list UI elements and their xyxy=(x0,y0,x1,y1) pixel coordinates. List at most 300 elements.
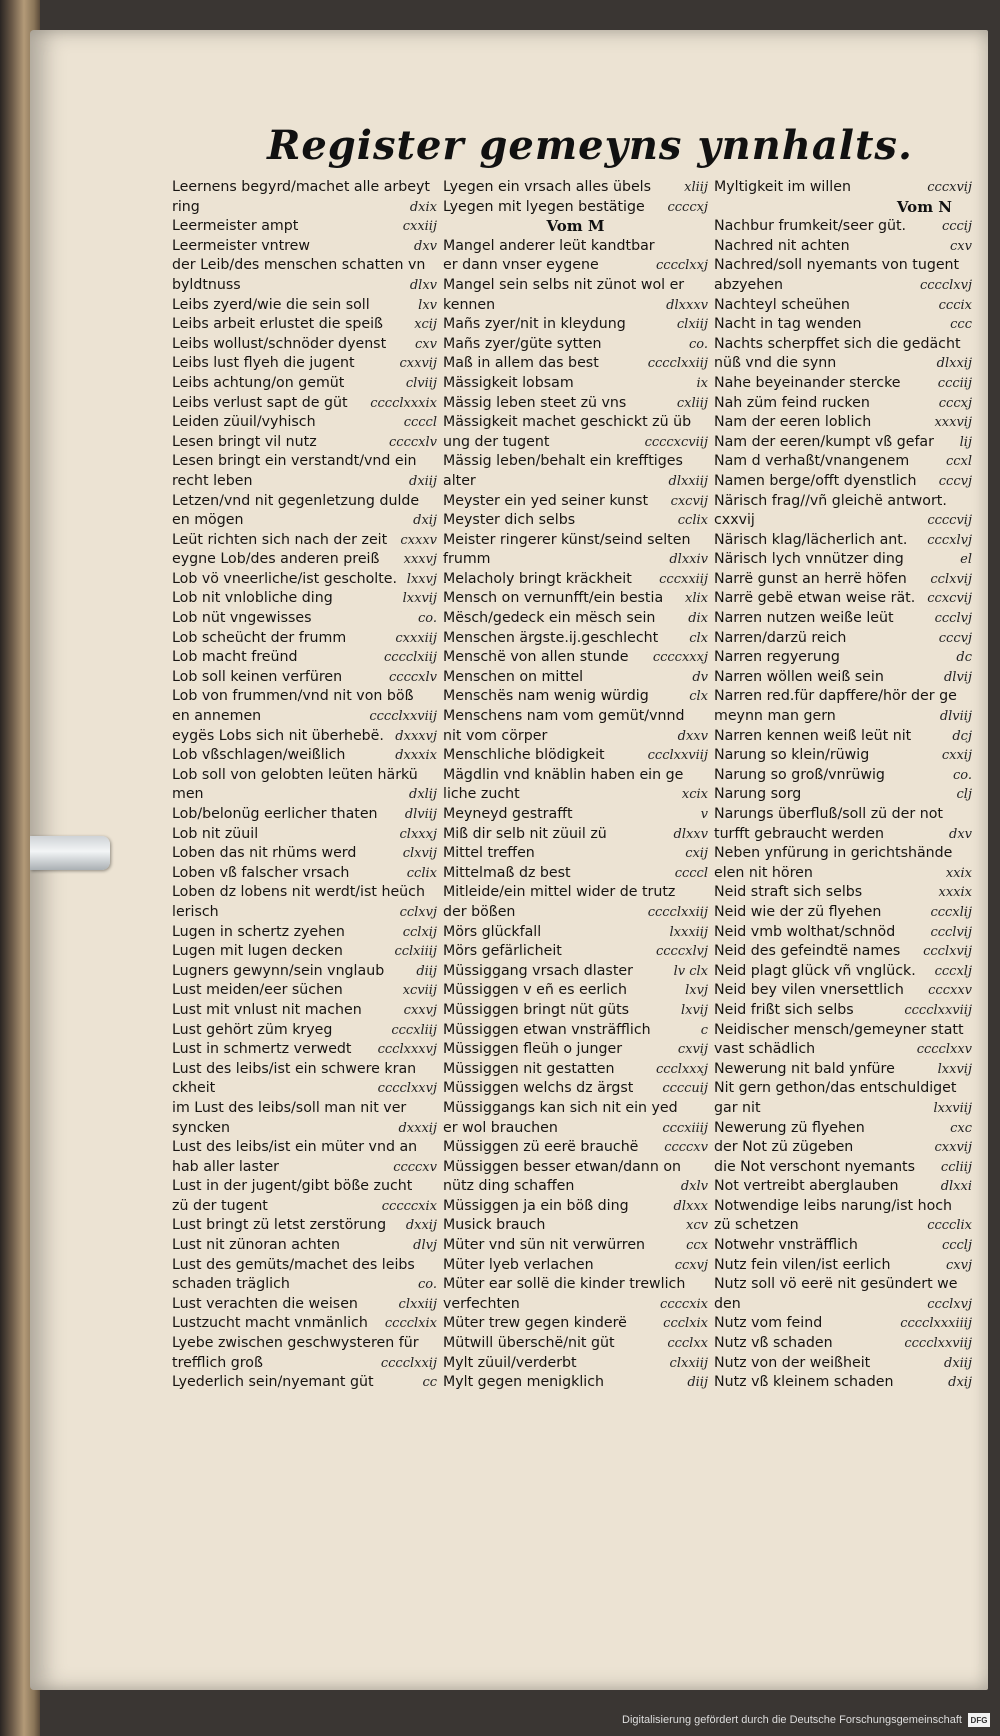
entry-term: Leermeister ampt xyxy=(172,218,299,235)
index-entry xyxy=(172,1177,437,1197)
entry-page-ref: cccclxvj xyxy=(920,277,972,293)
entry-term: Lob soll keinen verfüren xyxy=(172,668,343,685)
entry-term: Neid frißt sich selbs xyxy=(714,1001,854,1018)
index-entry xyxy=(714,472,972,492)
entry-term: Lustzucht macht vnmänlich xyxy=(172,1315,368,1332)
entry-page-ref: cccclxix xyxy=(384,1316,437,1332)
index-entry xyxy=(443,472,708,492)
entry-term: Meyster dich selbs xyxy=(443,512,576,529)
entry-term: Müssiggen welchs dz ärgst xyxy=(443,1080,634,1097)
index-entry xyxy=(443,942,708,962)
index-entry xyxy=(172,981,437,1001)
entry-term: Narung so klein/rüwig xyxy=(714,747,870,764)
entry-term: Narren wöllen weiß sein xyxy=(714,668,884,685)
entry-term: Lust gehört züm kryeg xyxy=(172,1021,333,1038)
entry-page-ref: dlxxiij xyxy=(668,473,708,489)
entry-term: men xyxy=(172,786,204,803)
entry-page-ref: cccxlvj xyxy=(927,532,972,548)
entry-term: Neid wie der zü flyehen xyxy=(714,903,882,920)
entry-page-ref: clxvij xyxy=(402,846,437,862)
entry-page-ref: cccxxiij xyxy=(659,571,708,587)
index-entry xyxy=(714,354,972,374)
entry-page-ref: co. xyxy=(952,767,972,783)
entry-term: Nutz fein vilen/ist eerlich xyxy=(714,1256,891,1273)
index-entry xyxy=(714,237,972,257)
entry-page-ref: cccclxxviij xyxy=(904,1002,972,1018)
entry-term: Leibs lust flyeh die jugent xyxy=(172,355,355,372)
register-columns xyxy=(172,178,972,1658)
entry-page-ref: cxxvij xyxy=(399,356,437,372)
entry-page-ref: ccccuij xyxy=(662,1081,708,1097)
entry-term: Mylt gegen menigklich xyxy=(443,1374,605,1391)
index-entry xyxy=(172,198,437,218)
index-entry xyxy=(443,1314,708,1334)
entry-page-ref: ccccxv xyxy=(664,1140,708,1156)
index-entry xyxy=(172,1040,437,1060)
index-entry xyxy=(714,727,972,747)
index-entry xyxy=(443,687,708,707)
entry-term: Loben dz lobens nit werdt/ist heüch xyxy=(172,884,425,901)
index-entry xyxy=(172,825,437,845)
index-entry xyxy=(714,629,972,649)
entry-term: ckheit xyxy=(172,1080,216,1097)
index-entry xyxy=(443,923,708,943)
index-entry xyxy=(172,276,437,296)
entry-page-ref: ccxcvij xyxy=(927,591,972,607)
index-entry xyxy=(443,413,708,433)
entry-page-ref: lxxviij xyxy=(933,1100,972,1116)
entry-term: Leibs achtung/on gemüt xyxy=(172,374,345,391)
index-entry xyxy=(714,1177,972,1197)
entry-term: Müssiggen bringt nüt güts xyxy=(443,1001,630,1018)
index-entry xyxy=(172,727,437,747)
index-entry xyxy=(172,237,437,257)
index-entry xyxy=(714,766,972,786)
entry-page-ref: dxlij xyxy=(409,787,437,803)
entry-term: Narren kennen weiß leüt nit xyxy=(714,727,912,744)
entry-term: Lesen bringt vil nutz xyxy=(172,433,317,450)
entry-term: Müssiggangs kan sich nit ein yed xyxy=(443,1099,678,1116)
index-entry xyxy=(443,844,708,864)
entry-term: Mangel sein selbs nit zünot wol er xyxy=(443,276,685,293)
entry-page-ref: ccccxlv xyxy=(389,434,437,450)
entry-term: vast schädlich xyxy=(714,1041,816,1058)
index-entry xyxy=(172,942,437,962)
entry-page-ref: cxvj xyxy=(946,1257,972,1273)
index-entry xyxy=(714,707,972,727)
index-column-right xyxy=(714,178,972,1658)
index-entry xyxy=(714,923,972,943)
entry-page-ref: dxij xyxy=(948,1375,972,1391)
entry-page-ref: ccclxvj xyxy=(927,1296,972,1312)
entry-term: Lob nit vnlobliche ding xyxy=(172,590,333,607)
entry-page-ref: c xyxy=(700,1022,708,1038)
entry-term: Mensch on vernunfft/ein bestia xyxy=(443,590,664,607)
index-entry xyxy=(443,1334,708,1354)
index-entry xyxy=(714,276,972,296)
index-entry xyxy=(172,903,437,923)
entry-page-ref: ccclvij xyxy=(930,924,972,940)
entry-page-ref: cxcvij xyxy=(670,493,708,509)
entry-term: Maß in allem das best xyxy=(443,355,599,372)
entry-page-ref: lxxvij xyxy=(937,1061,972,1077)
entry-term: Leernens begyrd/machet alle arbeyt xyxy=(172,179,430,195)
entry-page-ref: lxxvij xyxy=(402,591,437,607)
index-entry xyxy=(172,550,437,570)
entry-term: Lust in der jugent/gibt böße zucht xyxy=(172,1178,413,1195)
entry-term: Mütwill überschë/nit güt xyxy=(443,1335,615,1352)
index-entry xyxy=(443,1275,708,1295)
entry-term: Mässigkeit lobsam xyxy=(443,374,574,391)
entry-term: Leiden züuil/vyhisch xyxy=(172,414,316,431)
section-heading: Vom N xyxy=(896,197,952,216)
index-entry xyxy=(714,883,972,903)
entry-page-ref: dlxxi xyxy=(940,1179,972,1195)
entry-page-ref: xcv xyxy=(686,1218,708,1234)
entry-page-ref: dxv xyxy=(949,826,972,842)
entry-term: den xyxy=(714,1295,741,1312)
entry-page-ref: ccclxvij xyxy=(923,944,972,960)
entry-page-ref: co. xyxy=(688,336,708,352)
entry-page-ref: cccxxv xyxy=(928,983,972,999)
index-entry xyxy=(443,531,708,551)
entry-term: Meister ringerer künst/seind selten xyxy=(443,531,691,548)
entry-page-ref: cxxvij xyxy=(934,1140,972,1156)
entry-term: Lesen bringt ein verstandt/vnd ein xyxy=(172,453,417,470)
index-entry xyxy=(714,1040,972,1060)
index-entry xyxy=(443,374,708,394)
entry-term: Nutz soll vö eerë nit gesündert we xyxy=(714,1276,958,1293)
entry-term: Narungs überfluß/soll zü der not xyxy=(714,806,943,822)
entry-term: Menschliche blödigkeit xyxy=(443,747,605,764)
entry-page-ref: dlvij xyxy=(943,669,972,685)
index-entry xyxy=(714,1236,972,1256)
index-entry xyxy=(443,296,708,316)
entry-term: Lugen mit lugen decken xyxy=(172,943,343,960)
book-page xyxy=(30,30,988,1690)
index-entry xyxy=(443,981,708,1001)
index-entry xyxy=(714,1001,972,1021)
entry-term: Lust des leibs/ist ein schwere kran xyxy=(172,1060,417,1077)
entry-page-ref: cccclxxv xyxy=(916,1042,972,1058)
entry-term: Müter lyeb verlachen xyxy=(443,1256,594,1273)
entry-page-ref: xxxix xyxy=(938,885,972,901)
entry-term: Narren/darzü reich xyxy=(714,629,847,646)
entry-term: Mangel anderer leüt kandtbar xyxy=(443,237,655,254)
entry-term: Notwehr vnsträfflich xyxy=(714,1237,858,1254)
entry-term: Namen berge/offt dyenstlich xyxy=(714,472,917,489)
index-entry xyxy=(443,394,708,414)
entry-page-ref: dxxxix xyxy=(395,748,437,764)
entry-term: Nacht in tag wenden xyxy=(714,316,862,333)
entry-page-ref: clx xyxy=(689,630,708,646)
entry-term: Lob nüt vngewisses xyxy=(172,610,312,627)
entry-page-ref: ccccvij xyxy=(927,513,972,529)
entry-term: Menschens nam vom gemüt/vnnd xyxy=(443,708,685,725)
index-entry xyxy=(443,727,708,747)
entry-term: Menschen on mittel xyxy=(443,668,584,685)
entry-page-ref: cxxxv xyxy=(400,532,437,548)
index-entry xyxy=(443,805,708,825)
entry-term: die Not verschont nyemants xyxy=(714,1158,916,1175)
index-entry xyxy=(443,1119,708,1139)
index-entry xyxy=(714,1354,972,1374)
index-entry xyxy=(714,1021,972,1041)
entry-page-ref: cccxlj xyxy=(934,963,972,979)
index-entry xyxy=(172,413,437,433)
entry-term: Lob von frummen/vnd nit von böß xyxy=(172,688,414,705)
entry-term: abzyehen xyxy=(714,276,783,293)
entry-term: turfft gebraucht werden xyxy=(714,825,885,842)
index-entry xyxy=(172,1001,437,1021)
index-entry xyxy=(714,864,972,884)
entry-term: Mittelmaß dz best xyxy=(443,864,571,881)
entry-page-ref: el xyxy=(960,552,972,568)
index-entry xyxy=(172,805,437,825)
index-entry xyxy=(443,1001,708,1021)
entry-term: Melacholy bringt kräckheit xyxy=(443,570,632,587)
entry-page-ref: ccccxix xyxy=(660,1296,708,1312)
entry-term: eygne Lob/des anderen preiß xyxy=(172,551,380,568)
index-entry xyxy=(172,394,437,414)
entry-term: Mësch/gedeck ein mësch sein xyxy=(443,610,656,627)
index-entry xyxy=(172,648,437,668)
entry-term: Nam d verhaßt/vnangenem xyxy=(714,453,910,470)
index-entry xyxy=(714,1197,972,1217)
index-entry xyxy=(443,648,708,668)
entry-page-ref: cc xyxy=(422,1375,437,1391)
entry-term: Mittel treffen xyxy=(443,845,535,862)
index-entry xyxy=(172,766,437,786)
index-entry xyxy=(714,550,972,570)
entry-page-ref: ccccl xyxy=(674,865,708,881)
index-entry xyxy=(443,237,708,257)
entry-page-ref: lxv xyxy=(418,297,437,313)
index-entry xyxy=(443,629,708,649)
index-entry xyxy=(443,1256,708,1276)
entry-page-ref: lxvj xyxy=(685,983,708,999)
index-entry xyxy=(443,825,708,845)
index-entry xyxy=(714,981,972,1001)
entry-term: cxxvij xyxy=(714,512,755,529)
index-entry xyxy=(714,1138,972,1158)
entry-term: frumm xyxy=(443,551,491,568)
entry-term: Lust des gemüts/machet des leibs xyxy=(172,1256,415,1273)
entry-page-ref: cccij xyxy=(941,219,972,235)
entry-term: recht leben xyxy=(172,472,253,489)
entry-page-ref: ccliij xyxy=(940,1159,972,1175)
entry-term: Lust bringt zü letst zerstörung xyxy=(172,1217,387,1234)
index-entry xyxy=(172,511,437,531)
index-entry xyxy=(443,707,708,727)
entry-page-ref: diij xyxy=(416,963,437,979)
index-entry xyxy=(443,1040,708,1060)
index-entry xyxy=(443,883,708,903)
entry-term: Närisch lych vnnützer ding xyxy=(714,551,904,568)
entry-term: Mägdlin vnd knäblin haben ein ge xyxy=(443,766,684,783)
entry-page-ref: dlxxiv xyxy=(669,552,708,568)
index-entry xyxy=(443,335,708,355)
section-heading: Vom M xyxy=(546,217,605,236)
entry-term: en annemen xyxy=(172,708,262,725)
index-entry xyxy=(172,1060,437,1080)
index-entry xyxy=(443,1079,708,1099)
entry-term: Narung sorg xyxy=(714,786,802,803)
entry-page-ref: cclix xyxy=(406,865,437,881)
entry-page-ref: xxxvij xyxy=(934,415,972,431)
index-entry xyxy=(714,785,972,805)
entry-term: Lust in schmertz verwedt xyxy=(172,1041,352,1058)
entry-page-ref: dxlv xyxy=(680,1179,708,1195)
index-entry xyxy=(443,452,708,472)
entry-term: Nit gern gethon/das entschuldiget xyxy=(714,1080,957,1097)
index-entry xyxy=(172,1079,437,1099)
index-entry xyxy=(172,1295,437,1315)
index-entry xyxy=(172,374,437,394)
entry-page-ref: ccclj xyxy=(941,1238,972,1254)
entry-page-ref: ccclxix xyxy=(663,1316,708,1332)
index-entry xyxy=(714,589,972,609)
entry-term: Müssiggen nit gestatten xyxy=(443,1060,615,1077)
entry-term: Lob/belonüg eerlicher thaten xyxy=(172,806,378,822)
index-entry xyxy=(714,1295,972,1315)
entry-page-ref: dxxxvj xyxy=(395,728,437,744)
entry-term: zü der tugent xyxy=(172,1197,268,1214)
entry-page-ref: ccccxlvj xyxy=(656,944,708,960)
entry-page-ref: cccxj xyxy=(938,395,972,411)
index-entry xyxy=(172,472,437,492)
index-entry xyxy=(714,609,972,629)
index-entry xyxy=(443,766,708,786)
entry-term: Leermeister vntrew xyxy=(172,237,311,254)
index-entry xyxy=(172,1158,437,1178)
entry-term: Lust mit vnlust nit machen xyxy=(172,1001,362,1018)
index-entry xyxy=(443,276,708,296)
entry-page-ref: xcix xyxy=(681,787,708,803)
entry-term: Lob vö vneerliche/ist gescholte. xyxy=(172,570,398,587)
entry-page-ref: xcij xyxy=(414,317,437,333)
index-entry xyxy=(172,1236,437,1256)
index-entry xyxy=(172,492,437,512)
entry-page-ref: dlviij xyxy=(404,807,437,822)
index-entry xyxy=(443,962,708,982)
index-entry xyxy=(714,394,972,414)
index-entry xyxy=(714,668,972,688)
entry-term: Loben vß falscher vrsach xyxy=(172,864,350,881)
index-entry xyxy=(172,785,437,805)
index-entry xyxy=(172,1314,437,1334)
entry-page-ref: dxxxij xyxy=(398,1120,437,1136)
index-entry xyxy=(172,1256,437,1276)
index-entry xyxy=(714,217,972,237)
entry-term: Nutz von der weißheit xyxy=(714,1354,871,1371)
index-entry xyxy=(714,178,972,198)
entry-term: Mañs zyer/güte sytten xyxy=(443,335,602,352)
index-entry xyxy=(443,1099,708,1119)
index-entry xyxy=(172,844,437,864)
entry-page-ref: cccix xyxy=(938,297,972,313)
entry-page-ref: dlxxxv xyxy=(666,297,708,313)
entry-page-ref: cxc xyxy=(950,1120,972,1136)
entry-term: Mässig leben steet zü vns xyxy=(443,394,627,411)
entry-term: meynn man gern xyxy=(714,708,836,725)
entry-page-ref: ccc xyxy=(950,317,972,333)
entry-term: Leüt richten sich nach der zeit xyxy=(172,531,388,548)
entry-term: Miß dir selb nit züuil zü xyxy=(443,825,607,842)
index-entry xyxy=(714,335,972,355)
entry-term: Lob soll von gelobten leüten härkü xyxy=(172,766,418,783)
entry-term: Mörs glückfall xyxy=(443,923,542,940)
entry-page-ref: ccclxxxj xyxy=(655,1061,708,1077)
entry-term: Newerung nit bald ynfüre xyxy=(714,1060,895,1077)
entry-term: Leibs wollust/schnöder dyenst xyxy=(172,335,387,352)
index-entry xyxy=(172,883,437,903)
entry-page-ref: cccclxxj xyxy=(656,258,708,274)
entry-page-ref: xxix xyxy=(945,865,972,881)
index-entry xyxy=(172,570,437,590)
entry-term: Müssiggen etwan vnsträfflich xyxy=(443,1021,651,1038)
entry-page-ref: dc xyxy=(956,650,972,666)
index-entry xyxy=(714,256,972,276)
index-entry xyxy=(172,1334,437,1354)
index-entry xyxy=(172,1119,437,1139)
dfg-logo-icon: DFG xyxy=(968,1713,990,1727)
entry-term: nütz ding schaffen xyxy=(443,1178,575,1195)
entry-term: nüß vnd die synn xyxy=(714,355,837,372)
index-entry xyxy=(714,315,972,335)
entry-term: der Leib/des menschen schatten vn xyxy=(172,257,426,274)
index-entry xyxy=(443,785,708,805)
index-entry xyxy=(172,531,437,551)
entry-term: schaden träglich xyxy=(172,1276,290,1293)
index-entry xyxy=(172,629,437,649)
entry-term: Lugen in schertz zyehen xyxy=(172,923,345,940)
entry-term: Mässig leben/behalt ein krefftiges xyxy=(443,453,683,470)
entry-page-ref: cccclxxij xyxy=(380,1355,437,1371)
index-entry xyxy=(714,492,972,512)
entry-page-ref: dxxij xyxy=(405,1218,437,1234)
entry-term: Nutz vß schaden xyxy=(714,1335,833,1352)
entry-page-ref: dlxxij xyxy=(936,356,972,372)
entry-term: Müter trew gegen kinderë xyxy=(443,1315,627,1332)
entry-page-ref: xxxvj xyxy=(403,552,437,568)
index-entry xyxy=(714,1079,972,1099)
entry-page-ref: clxxxj xyxy=(399,826,437,842)
entry-term: Mörs gefärlicheit xyxy=(443,943,562,960)
index-entry xyxy=(443,609,708,629)
entry-page-ref: diij xyxy=(687,1375,708,1391)
entry-page-ref: ix xyxy=(696,375,708,391)
index-entry xyxy=(443,1158,708,1178)
entry-term: hab aller laster xyxy=(172,1158,280,1175)
entry-term: Lust nit zünoran achten xyxy=(172,1237,341,1254)
index-entry xyxy=(714,511,972,531)
entry-page-ref: cccccxix xyxy=(381,1198,437,1214)
entry-term: im Lust des leibs/soll man nit ver xyxy=(172,1099,407,1116)
index-entry xyxy=(714,942,972,962)
index-entry xyxy=(172,1216,437,1236)
entry-term: Leibs arbeit erlustet die speiß xyxy=(172,316,383,333)
entry-page-ref: cxij xyxy=(685,846,708,862)
entry-page-ref: cccclxxiij xyxy=(647,356,708,372)
index-entry xyxy=(172,1099,437,1119)
entry-page-ref: lxxxiij xyxy=(669,924,708,940)
index-entry xyxy=(172,433,437,453)
index-entry xyxy=(714,1334,972,1354)
index-entry xyxy=(443,354,708,374)
entry-term: Nachbur frumkeit/seer güt. xyxy=(714,218,907,235)
entry-page-ref: xlix xyxy=(685,591,708,607)
